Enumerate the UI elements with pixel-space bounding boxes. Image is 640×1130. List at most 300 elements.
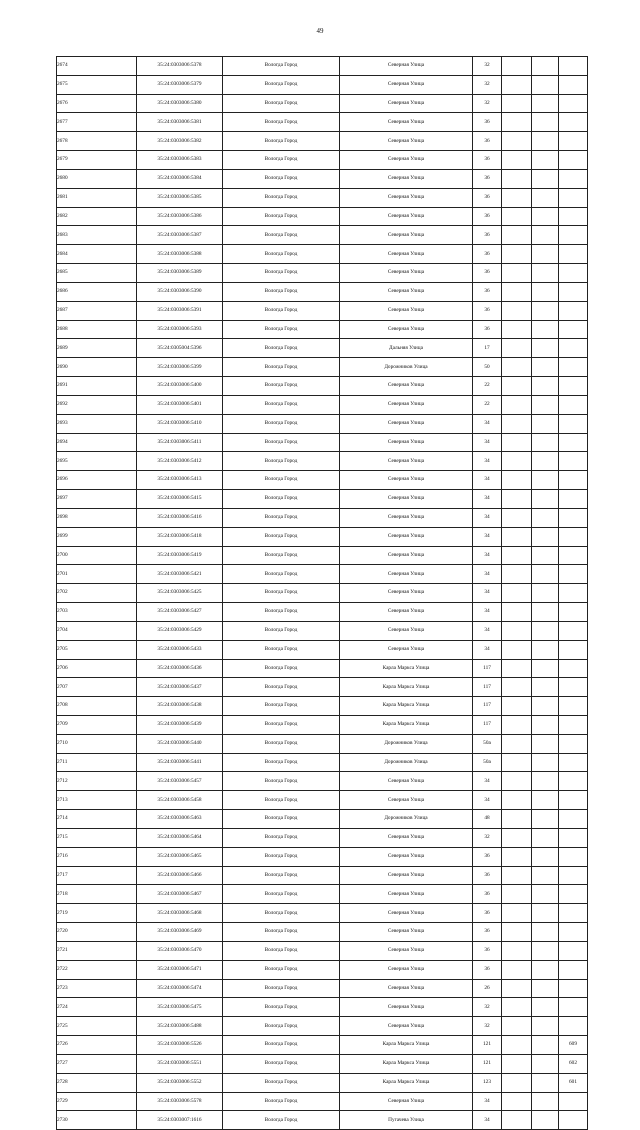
city-cell: Вологда Город <box>223 847 340 866</box>
table-row <box>57 377 588 396</box>
cadastral-number-cell: 35:24:0303006:5427 <box>137 603 223 622</box>
cadastral-number-cell: 35:24:0303006:5474 <box>137 979 223 998</box>
city-cell: Вологда Город <box>223 828 340 847</box>
row-number-cell: 2690 <box>57 358 137 377</box>
table-row <box>57 358 588 377</box>
street-cell: Северная Улица <box>340 490 473 509</box>
apartment-number-cell <box>559 282 588 301</box>
city-cell: Вологда Город <box>223 151 340 170</box>
cadastral-number-cell: 35:24:0303006:5468 <box>137 904 223 923</box>
row-number-cell: 2720 <box>57 923 137 942</box>
cadastral-number-cell: 35:24:0303006:5418 <box>137 527 223 546</box>
house-number-cell: 32 <box>473 75 502 94</box>
apartment-number-cell <box>559 245 588 264</box>
table-row <box>57 188 588 207</box>
city-cell: Вологда Город <box>223 866 340 885</box>
row-number-cell: 2705 <box>57 640 137 659</box>
empty-cell <box>502 659 532 678</box>
empty-cell <box>532 151 559 170</box>
table-row <box>57 301 588 320</box>
empty-cell <box>502 75 532 94</box>
city-cell: Вологда Город <box>223 57 340 76</box>
empty-cell <box>532 433 559 452</box>
empty-cell <box>532 339 559 358</box>
street-cell: Северная Улица <box>340 941 473 960</box>
row-number-cell: 2716 <box>57 847 137 866</box>
empty-cell <box>532 301 559 320</box>
empty-cell <box>532 941 559 960</box>
empty-cell <box>502 697 532 716</box>
cadastral-number-cell: 35:24:0303006:5401 <box>137 395 223 414</box>
table-row <box>57 508 588 527</box>
apartment-number-cell <box>559 734 588 753</box>
city-cell: Вологда Город <box>223 188 340 207</box>
empty-cell <box>502 734 532 753</box>
row-number-cell: 2722 <box>57 960 137 979</box>
house-number-cell: 22 <box>473 377 502 396</box>
house-number-cell: 34 <box>473 1111 502 1130</box>
city-cell: Вологда Город <box>223 1054 340 1073</box>
apartment-number-cell <box>559 828 588 847</box>
street-cell: Северная Улица <box>340 527 473 546</box>
empty-cell <box>502 433 532 452</box>
row-number-cell: 2717 <box>57 866 137 885</box>
house-number-cell: 50а <box>473 734 502 753</box>
empty-cell <box>532 772 559 791</box>
empty-cell <box>502 810 532 829</box>
row-number-cell: 2681 <box>57 188 137 207</box>
empty-cell <box>502 941 532 960</box>
apartment-number-cell <box>559 791 588 810</box>
empty-cell <box>532 395 559 414</box>
empty-cell <box>502 603 532 622</box>
empty-cell <box>502 207 532 226</box>
house-number-cell: 36 <box>473 941 502 960</box>
cadastral-number-cell: 35:24:0303006:5393 <box>137 320 223 339</box>
apartment-number-cell <box>559 960 588 979</box>
street-cell: Северная Улица <box>340 847 473 866</box>
apartment-number-cell <box>559 94 588 113</box>
empty-cell <box>532 546 559 565</box>
city-cell: Вологда Город <box>223 207 340 226</box>
cadastral-number-cell: 35:24:0303006:5410 <box>137 414 223 433</box>
street-cell: Северная Улица <box>340 57 473 76</box>
city-cell: Вологда Город <box>223 226 340 245</box>
apartment-number-cell <box>559 546 588 565</box>
empty-cell <box>532 282 559 301</box>
apartment-number-cell <box>559 565 588 584</box>
table-row <box>57 603 588 622</box>
empty-cell <box>502 57 532 76</box>
city-cell: Вологда Город <box>223 659 340 678</box>
house-number-cell: 117 <box>473 697 502 716</box>
row-number-cell: 2730 <box>57 1111 137 1130</box>
row-number-cell: 2729 <box>57 1092 137 1111</box>
empty-cell <box>532 452 559 471</box>
house-number-cell: 36 <box>473 132 502 151</box>
city-cell: Вологда Город <box>223 960 340 979</box>
row-number-cell: 2677 <box>57 113 137 132</box>
row-number-cell: 2714 <box>57 810 137 829</box>
empty-cell <box>532 207 559 226</box>
row-number-cell: 2724 <box>57 998 137 1017</box>
row-number-cell: 2682 <box>57 207 137 226</box>
apartment-number-cell <box>559 264 588 283</box>
street-cell: Карла Маркса Улица <box>340 715 473 734</box>
apartment-number-cell <box>559 490 588 509</box>
row-number-cell: 2719 <box>57 904 137 923</box>
empty-cell <box>532 659 559 678</box>
street-cell: Северная Улица <box>340 75 473 94</box>
house-number-cell: 34 <box>473 640 502 659</box>
street-cell: Карла Маркса Улица <box>340 659 473 678</box>
street-cell: Северная Улица <box>340 169 473 188</box>
empty-cell <box>532 734 559 753</box>
table-row <box>57 1017 588 1036</box>
empty-cell <box>532 923 559 942</box>
apartment-number-cell <box>559 847 588 866</box>
row-number-cell: 2701 <box>57 565 137 584</box>
street-cell: Пугачева Улица <box>340 1111 473 1130</box>
empty-cell <box>532 1111 559 1130</box>
row-number-cell: 2678 <box>57 132 137 151</box>
empty-cell <box>502 847 532 866</box>
empty-cell <box>502 621 532 640</box>
empty-cell <box>502 640 532 659</box>
empty-cell <box>502 678 532 697</box>
empty-cell <box>502 301 532 320</box>
city-cell: Вологда Город <box>223 94 340 113</box>
table-row <box>57 715 588 734</box>
street-cell: Северная Улица <box>340 508 473 527</box>
apartment-number-cell <box>559 810 588 829</box>
city-cell: Вологда Город <box>223 245 340 264</box>
empty-cell <box>502 1017 532 1036</box>
street-cell: Северная Улица <box>340 245 473 264</box>
street-cell: Северная Улица <box>340 772 473 791</box>
cadastral-number-cell: 35:24:0303006:5469 <box>137 923 223 942</box>
street-cell: Карла Маркса Улица <box>340 1073 473 1092</box>
street-cell: Северная Улица <box>340 151 473 170</box>
empty-cell <box>532 490 559 509</box>
house-number-cell: 34 <box>473 452 502 471</box>
table-row <box>57 75 588 94</box>
empty-cell <box>502 395 532 414</box>
table-row <box>57 169 588 188</box>
empty-cell <box>532 508 559 527</box>
empty-cell <box>532 640 559 659</box>
empty-cell <box>502 414 532 433</box>
street-cell: Карла Маркса Улица <box>340 697 473 716</box>
house-number-cell: 34 <box>473 584 502 603</box>
empty-cell <box>532 414 559 433</box>
empty-cell <box>532 1073 559 1092</box>
street-cell: Северная Улица <box>340 395 473 414</box>
street-cell: Северная Улица <box>340 320 473 339</box>
city-cell: Вологда Город <box>223 490 340 509</box>
empty-cell <box>532 1092 559 1111</box>
cadastral-number-cell: 35:24:0303006:5389 <box>137 264 223 283</box>
empty-cell <box>532 979 559 998</box>
empty-cell <box>502 565 532 584</box>
street-cell: Северная Улица <box>340 226 473 245</box>
row-number-cell: 2704 <box>57 621 137 640</box>
apartment-number-cell <box>559 640 588 659</box>
row-number-cell: 2702 <box>57 584 137 603</box>
apartment-number-cell <box>559 659 588 678</box>
apartment-number-cell <box>559 998 588 1017</box>
empty-cell <box>502 151 532 170</box>
empty-cell <box>532 132 559 151</box>
house-number-cell: 36 <box>473 169 502 188</box>
house-number-cell: 34 <box>473 772 502 791</box>
street-cell: Карла Маркса Улица <box>340 1054 473 1073</box>
house-number-cell: 36 <box>473 923 502 942</box>
empty-cell <box>532 621 559 640</box>
row-number-cell: 2683 <box>57 226 137 245</box>
apartment-number-cell <box>559 188 588 207</box>
street-cell: Северная Улица <box>340 828 473 847</box>
apartment-number-cell <box>559 433 588 452</box>
table-row <box>57 998 588 1017</box>
empty-cell <box>502 715 532 734</box>
empty-cell <box>532 753 559 772</box>
house-number-cell: 32 <box>473 998 502 1017</box>
empty-cell <box>502 885 532 904</box>
street-cell: Северная Улица <box>340 584 473 603</box>
house-number-cell: 121 <box>473 1036 502 1055</box>
house-number-cell: 123 <box>473 1073 502 1092</box>
cadastral-number-cell: 35:24:0303006:5415 <box>137 490 223 509</box>
row-number-cell: 2676 <box>57 94 137 113</box>
city-cell: Вологда Город <box>223 697 340 716</box>
row-number-cell: 2708 <box>57 697 137 716</box>
apartment-number-cell <box>559 1017 588 1036</box>
cadastral-number-cell: 35:24:0303006:5379 <box>137 75 223 94</box>
table-row <box>57 621 588 640</box>
city-cell: Вологда Город <box>223 923 340 942</box>
apartment-number-cell <box>559 1111 588 1130</box>
empty-cell <box>532 584 559 603</box>
apartment-number-cell <box>559 866 588 885</box>
apartment-number-cell <box>559 207 588 226</box>
table-row <box>57 490 588 509</box>
city-cell: Вологда Город <box>223 603 340 622</box>
cadastral-number-cell: 35:24:0303006:5471 <box>137 960 223 979</box>
cadastral-number-cell: 35:24:0303006:5388 <box>137 245 223 264</box>
table-row <box>57 885 588 904</box>
empty-cell <box>502 94 532 113</box>
street-cell: Карла Маркса Улица <box>340 678 473 697</box>
table-row <box>57 941 588 960</box>
street-cell: Северная Улица <box>340 113 473 132</box>
empty-cell <box>502 866 532 885</box>
empty-cell <box>532 828 559 847</box>
street-cell: Северная Улица <box>340 904 473 923</box>
apartment-number-cell <box>559 75 588 94</box>
street-cell: Северная Улица <box>340 132 473 151</box>
cadastral-number-cell: 35:24:0303006:5463 <box>137 810 223 829</box>
city-cell: Вологда Город <box>223 339 340 358</box>
house-number-cell: 36 <box>473 960 502 979</box>
apartment-number-cell <box>559 621 588 640</box>
cadastral-number-cell: 35:24:0303006:5552 <box>137 1073 223 1092</box>
empty-cell <box>532 960 559 979</box>
empty-cell <box>532 57 559 76</box>
city-cell: Вологда Город <box>223 358 340 377</box>
house-number-cell: 117 <box>473 678 502 697</box>
city-cell: Вологда Город <box>223 433 340 452</box>
city-cell: Вологда Город <box>223 1092 340 1111</box>
cadastral-number-cell: 35:24:0303006:5384 <box>137 169 223 188</box>
row-number-cell: 2684 <box>57 245 137 264</box>
cadastral-number-cell: 35:24:0303006:5439 <box>137 715 223 734</box>
cadastral-number-cell: 35:24:0303006:5464 <box>137 828 223 847</box>
row-number-cell: 2674 <box>57 57 137 76</box>
street-cell: Северная Улица <box>340 885 473 904</box>
house-number-cell: 34 <box>473 490 502 509</box>
cadastral-number-cell: 35:24:0303006:5412 <box>137 452 223 471</box>
house-number-cell: 17 <box>473 339 502 358</box>
city-cell: Вологда Город <box>223 546 340 565</box>
empty-cell <box>532 75 559 94</box>
empty-cell <box>502 923 532 942</box>
empty-cell <box>532 471 559 490</box>
row-number-cell: 2715 <box>57 828 137 847</box>
table-row <box>57 527 588 546</box>
street-cell: Северная Улица <box>340 640 473 659</box>
row-number-cell: 2679 <box>57 151 137 170</box>
city-cell: Вологда Город <box>223 377 340 396</box>
empty-cell <box>502 169 532 188</box>
row-number-cell: 2709 <box>57 715 137 734</box>
city-cell: Вологда Город <box>223 640 340 659</box>
table-row <box>57 640 588 659</box>
empty-cell <box>502 791 532 810</box>
street-cell: Северная Улица <box>340 301 473 320</box>
street-cell: Северная Улица <box>340 998 473 1017</box>
apartment-number-cell <box>559 979 588 998</box>
street-cell: Северная Улица <box>340 1017 473 1036</box>
empty-cell <box>502 1036 532 1055</box>
city-cell: Вологда Город <box>223 527 340 546</box>
page-number: 49 <box>316 27 324 35</box>
city-cell: Вологда Город <box>223 452 340 471</box>
city-cell: Вологда Город <box>223 734 340 753</box>
table-row <box>57 847 588 866</box>
table-row <box>57 320 588 339</box>
house-number-cell: 32 <box>473 1017 502 1036</box>
house-number-cell: 22 <box>473 395 502 414</box>
street-cell: Северная Улица <box>340 282 473 301</box>
row-number-cell: 2726 <box>57 1036 137 1055</box>
apartment-number-cell <box>559 678 588 697</box>
table-row <box>57 1073 588 1092</box>
apartment-number-cell <box>559 452 588 471</box>
house-number-cell: 32 <box>473 57 502 76</box>
empty-cell <box>502 772 532 791</box>
row-number-cell: 2689 <box>57 339 137 358</box>
empty-cell <box>532 1017 559 1036</box>
house-number-cell: 36 <box>473 245 502 264</box>
city-cell: Вологда Город <box>223 565 340 584</box>
table-row <box>57 226 588 245</box>
cadastral-number-cell: 35:24:0303006:5578 <box>137 1092 223 1111</box>
city-cell: Вологда Город <box>223 791 340 810</box>
city-cell: Вологда Город <box>223 264 340 283</box>
table-row <box>57 565 588 584</box>
street-cell: Северная Улица <box>340 621 473 640</box>
row-number-cell: 2699 <box>57 527 137 546</box>
empty-cell <box>502 1092 532 1111</box>
street-cell: Северная Улица <box>340 565 473 584</box>
street-cell: Дорожников Улица <box>340 734 473 753</box>
apartment-number-cell <box>559 358 588 377</box>
empty-cell <box>532 169 559 188</box>
house-number-cell: 32 <box>473 94 502 113</box>
cadastral-number-cell: 35:24:0303006:5383 <box>137 151 223 170</box>
empty-cell <box>532 245 559 264</box>
city-cell: Вологда Город <box>223 979 340 998</box>
empty-cell <box>502 753 532 772</box>
city-cell: Вологда Город <box>223 282 340 301</box>
table-row <box>57 282 588 301</box>
house-number-cell: 36 <box>473 207 502 226</box>
empty-cell <box>532 565 559 584</box>
empty-cell <box>532 188 559 207</box>
cadastral-number-cell: 35:24:0303006:5433 <box>137 640 223 659</box>
row-number-cell: 2686 <box>57 282 137 301</box>
empty-cell <box>502 245 532 264</box>
apartment-number-cell <box>559 377 588 396</box>
table-row <box>57 245 588 264</box>
empty-cell <box>502 546 532 565</box>
street-cell: Карла Маркса Улица <box>340 1036 473 1055</box>
apartment-number-cell <box>559 885 588 904</box>
cadastral-number-cell: 35:24:0303006:5429 <box>137 621 223 640</box>
street-cell: Северная Улица <box>340 207 473 226</box>
empty-cell <box>502 960 532 979</box>
cadastral-number-cell: 35:24:0303006:5466 <box>137 866 223 885</box>
apartment-number-cell: 609 <box>559 1036 588 1055</box>
empty-cell <box>502 358 532 377</box>
row-number-cell: 2707 <box>57 678 137 697</box>
city-cell: Вологда Город <box>223 508 340 527</box>
empty-cell <box>532 885 559 904</box>
street-cell: Северная Улица <box>340 546 473 565</box>
cadastral-number-cell: 35:24:0303006:5390 <box>137 282 223 301</box>
street-cell: Северная Улица <box>340 188 473 207</box>
city-cell: Вологда Город <box>223 1073 340 1092</box>
empty-cell <box>532 678 559 697</box>
house-number-cell: 50 <box>473 358 502 377</box>
table-row <box>57 433 588 452</box>
apartment-number-cell <box>559 715 588 734</box>
street-cell: Северная Улица <box>340 471 473 490</box>
house-number-cell: 34 <box>473 565 502 584</box>
cadastral-number-cell: 35:24:0303006:5413 <box>137 471 223 490</box>
house-number-cell: 36 <box>473 866 502 885</box>
row-number-cell: 2675 <box>57 75 137 94</box>
house-number-cell: 50а <box>473 753 502 772</box>
city-cell: Вологда Город <box>223 471 340 490</box>
apartment-number-cell <box>559 471 588 490</box>
apartment-number-cell <box>559 923 588 942</box>
empty-cell <box>532 810 559 829</box>
table-row <box>57 979 588 998</box>
street-cell: Северная Улица <box>340 866 473 885</box>
empty-cell <box>532 1036 559 1055</box>
